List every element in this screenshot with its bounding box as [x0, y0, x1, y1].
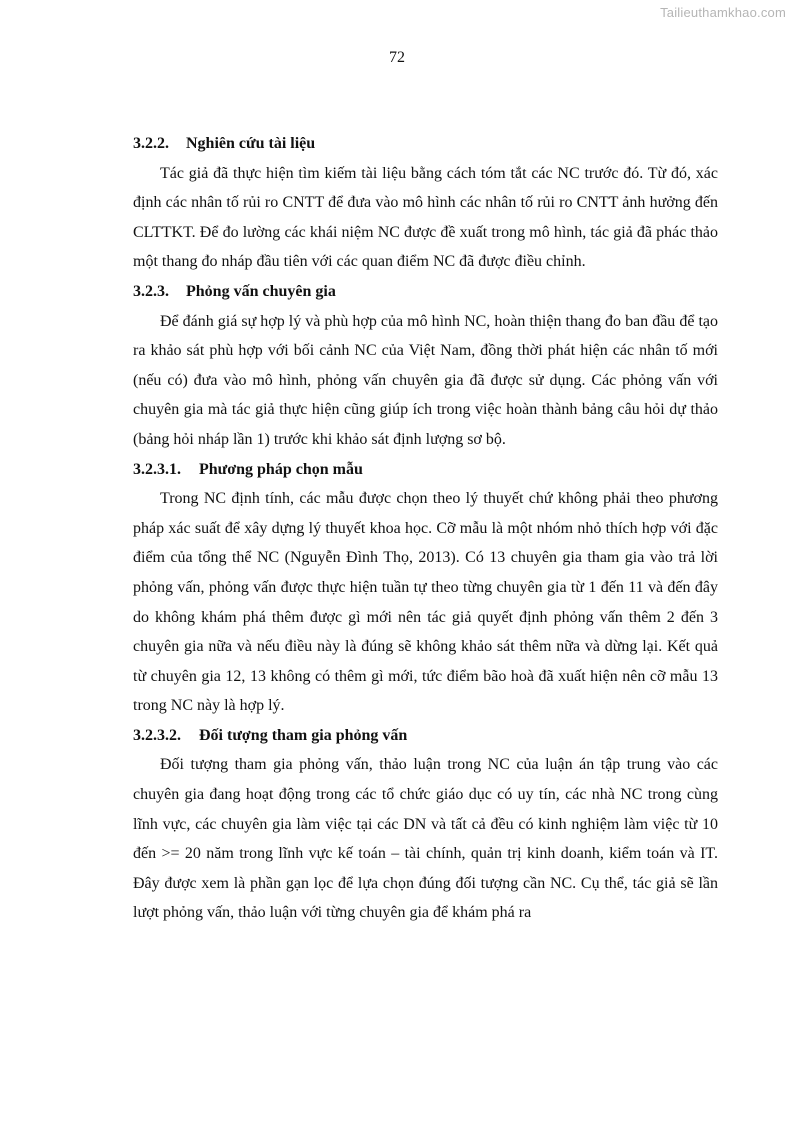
section-title: Đối tượng tham gia phỏng vấn — [199, 726, 408, 744]
section-title: Nghiên cứu tài liệu — [186, 135, 316, 152]
section-number: 3.2.3.2. — [133, 726, 181, 744]
section-heading-3-2-3-1 — [133, 455, 718, 485]
section-heading-3-2-2 — [133, 129, 718, 159]
watermark-text: Tailieuthamkhao.com — [660, 5, 786, 20]
section-number: 3.2.3. — [133, 282, 169, 300]
page-number: 72 — [389, 49, 405, 66]
section-title: Phỏng vấn chuyên gia — [186, 282, 336, 300]
section-number: 3.2.3.1. — [133, 460, 181, 478]
paragraph-3-2-3-1: Trong NC định tính, các mẫu được chọn theo lý thuyết chứ không phải theo phương pháp xác suất để xây dựng lý thuyết khoa học. Cỡ mẫu là một nhóm nhỏ thích hợp với đặc điểm của tổng thể NC (Nguyễn Đình Thọ, 2013). Có 13 chuyên gia tham gia vào trả lời phỏng vấn, phỏng vấn được thực hiện tuần tự theo từng chuyên gia từ 1 đến 11 và đến đây do không khám phá thêm được gì mới nên tác giả quyết định phỏng vấn thêm 2 đến 3 chuyên gia nữa và nếu điều này là đúng sẽ không khảo sát thêm nữa và dừng lại. Kết quả từ chuyên gia 12, 13 không có thêm gì mới, tức điểm bão hoà đã xuất hiện nên cỡ mẫu 13 trong NC này là hợp lý. — [133, 490, 718, 715]
section-heading-3-2-3 — [133, 277, 718, 307]
section-heading-3-2-3-2 — [133, 721, 718, 751]
section-title: Phương pháp chọn mẫu — [199, 460, 363, 478]
document-body — [133, 129, 718, 928]
paragraph-3-2-3-2: Đối tượng tham gia phỏng vấn, thảo luận trong NC của luận án tập trung vào các chuyên gia đang hoạt động trong các tổ chức giáo dục có uy tín, các nhà NC trong cùng lĩnh vực, các chuyên gia làm việc tại các DN và tất cả đều có kinh nghiệm làm việc từ 10 đến >= 20 năm trong lĩnh vực kế toán – tài chính, quản trị kinh doanh, kiểm toán và IT. Đây được xem là phần gạn lọc để lựa chọn đúng đối tượng cần NC. Cụ thể, tác giả sẽ lần lượt phỏng vấn, thảo luận với từng chuyên gia để khám phá ra — [133, 756, 718, 922]
paragraph-3-2-3: Để đánh giá sự hợp lý và phù hợp của mô hình NC, hoàn thiện thang đo ban đầu để tạo ra khảo sát phù hợp với bối cảnh NC của Việt Nam, đồng thời phát hiện các nhân tố mới (nếu có) đưa vào mô hình, phỏng vấn chuyên gia đã được sử dụng. Các phỏng vấn với chuyên gia mà tác giả thực hiện cũng giúp ích trong việc hoàn thành bảng câu hỏi dự thảo (bảng hỏi nháp lần 1) trước khi khảo sát định lượng sơ bộ. — [133, 312, 718, 448]
paragraph-3-2-2: Tác giả đã thực hiện tìm kiếm tài liệu bằng cách tóm tắt các NC trước đó. Từ đó, xác định các nhân tố rủi ro CNTT để đưa vào mô hình các nhân tố rủi ro CNTT ảnh hưởng đến CLTTKT. Để đo lường các khái niệm NC được đề xuất trong mô hình, tác giả đã phác thảo một thang đo nháp đầu tiên với các quan điểm NC đã được điều chỉnh. — [133, 164, 718, 271]
section-number: 3.2.2. — [133, 135, 169, 152]
